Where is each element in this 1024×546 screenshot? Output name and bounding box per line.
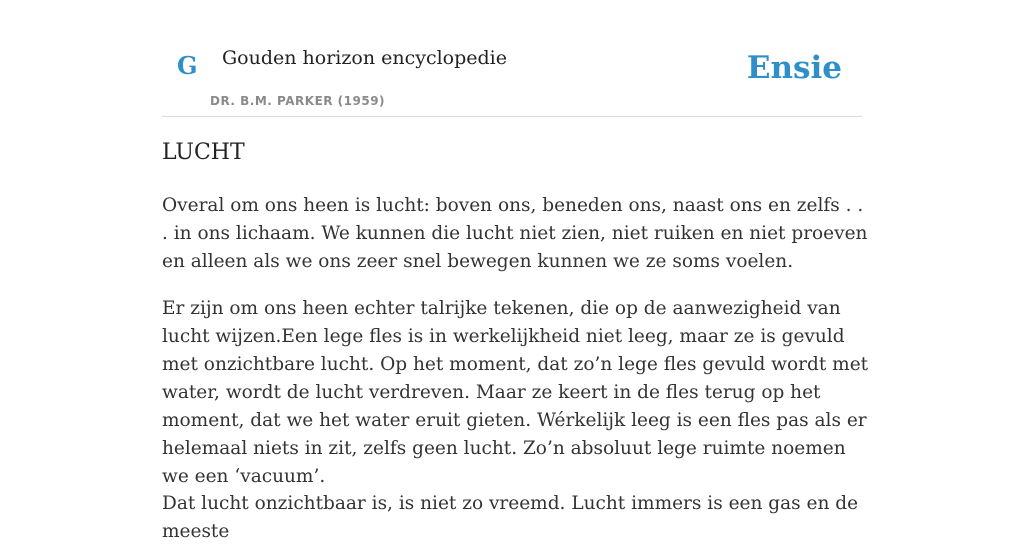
entry-title: LUCHT [162,140,245,165]
book-logo-icon[interactable]: G [177,51,198,80]
header [162,0,862,117]
entry-paragraph: Er zijn om ons heen echter talrijke tekenen, die op de aanwezigheid van lucht wijzen.Een lege fles is in werkelijkheid niet leeg, maar ze is gevuld met onzichtbare lucht. Op het moment, dat zo’n lege fles gevuld wordt met water, wordt de lucht verdreven. Maar ze keert in de fles terug op het moment, dat we het water eruit gieten. Wérkelijk leeg is een fles pas als er helemaal niets in zit, zelfs geen lucht. Zo’n absoluut lege ruimte noemen we een ‘vacuum’. [162,298,869,487]
ensie-logo-link[interactable]: Ensie [746,50,842,86]
entry-paragraph: Dat lucht onzichtbaar is, is niet zo vreemd. Lucht immers is een gas en de meeste [162,493,859,542]
entry-paragraph: Overal om ons heen is lucht: boven ons, beneden ons, naast ons en zelfs . . . in ons lichaam. We kunnen die lucht niet zien, niet ruiken en niet proeven en alleen als we ons zeer snel bewegen kunnen we ze soms voelen. [162,195,868,272]
book-title-link[interactable]: Gouden horizon encyclopedie [222,47,507,69]
book-author: DR. B.M. PARKER (1959) [210,94,386,108]
